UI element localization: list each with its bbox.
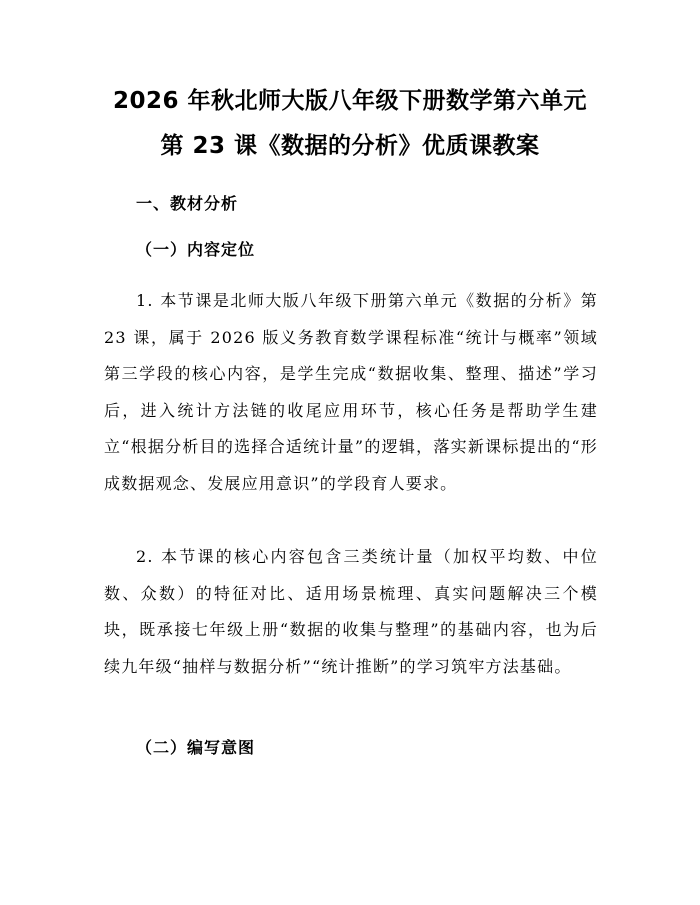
paragraph-content-positioning-2: 2. 本节课的核心内容包含三类统计量（加权平均数、中位数、众数）的特征对比、适用场景梳理、真实问题解决三个模块，既承接七年级上册“数据的收集与整理”的基础内容，也为后续九年级“抽样与数据分析”“统计推断”的学习筑牢方法基础。 (104, 547, 598, 676)
section-heading-teaching-material-analysis: 一、教材分析 (136, 194, 239, 213)
subsection-heading-writing-intent: （二）编写意图 (136, 738, 256, 757)
document-title-line-1: 2026 年秋北师大版八年级下册数学第六单元 (112, 88, 588, 114)
document-title-line-2: 第 23 课《数据的分析》优质课教案 (160, 133, 540, 159)
paragraph-content-positioning-1: 1. 本节课是北师大版八年级下册第六单元《数据的分析》第 23 课，属于 2026 版义务教育数学课程标准“统计与概率”领域第三学段的核心内容，是学生完成“数据收集、整理、描述”学习后，进入统计方法链的收尾应用环节，核心任务是帮助学生建立“根据分析目的选择合适统计量”的逻辑，落实新课标提出的“形成数据观念、发展应用意识”的学段育人要求。 (104, 291, 598, 493)
subsection-heading-content-positioning: （一）内容定位 (136, 240, 256, 259)
